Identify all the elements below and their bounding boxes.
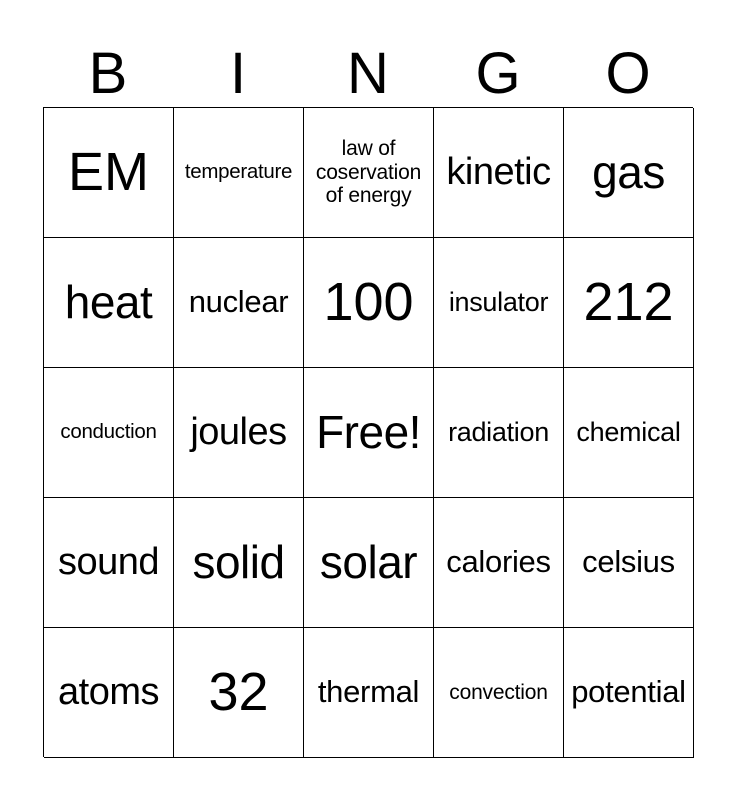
bingo-cell[interactable]: kinetic [434,108,564,238]
header-letter-b: B [88,41,128,106]
bingo-cell[interactable]: 32 [174,628,304,758]
bingo-cell[interactable]: potential [564,628,694,758]
bingo-header [43,40,693,108]
header-letter-i: I [229,41,247,106]
bingo-cell[interactable]: calories [434,498,564,628]
header-letter-n: N [347,41,389,106]
header-letter-o: O [605,41,651,106]
bingo-cell[interactable]: thermal [304,628,434,758]
bingo-cell[interactable]: 100 [304,238,434,368]
bingo-cell[interactable]: insulator [434,238,564,368]
bingo-grid [43,107,693,757]
bingo-cell[interactable]: chemical [564,368,694,498]
bingo-cell[interactable]: law of coservation of energy [304,108,434,238]
bingo-cell[interactable]: temperature [174,108,304,238]
bingo-cell[interactable]: atoms [44,628,174,758]
bingo-cell[interactable]: radiation [434,368,564,498]
bingo-cell[interactable]: 212 [564,238,694,368]
bingo-cell[interactable]: EM [44,108,174,238]
bingo-cell[interactable]: celsius [564,498,694,628]
bingo-cell[interactable]: solid [174,498,304,628]
bingo-cell[interactable]: gas [564,108,694,238]
bingo-cell[interactable]: conduction [44,368,174,498]
bingo-cell-free[interactable]: Free! [304,368,434,498]
header-letter-g: G [475,41,521,106]
bingo-cell[interactable]: nuclear [174,238,304,368]
bingo-cell[interactable]: convection [434,628,564,758]
bingo-cell[interactable]: joules [174,368,304,498]
bingo-cell[interactable]: solar [304,498,434,628]
bingo-cell[interactable]: heat [44,238,174,368]
bingo-cell[interactable]: sound [44,498,174,628]
